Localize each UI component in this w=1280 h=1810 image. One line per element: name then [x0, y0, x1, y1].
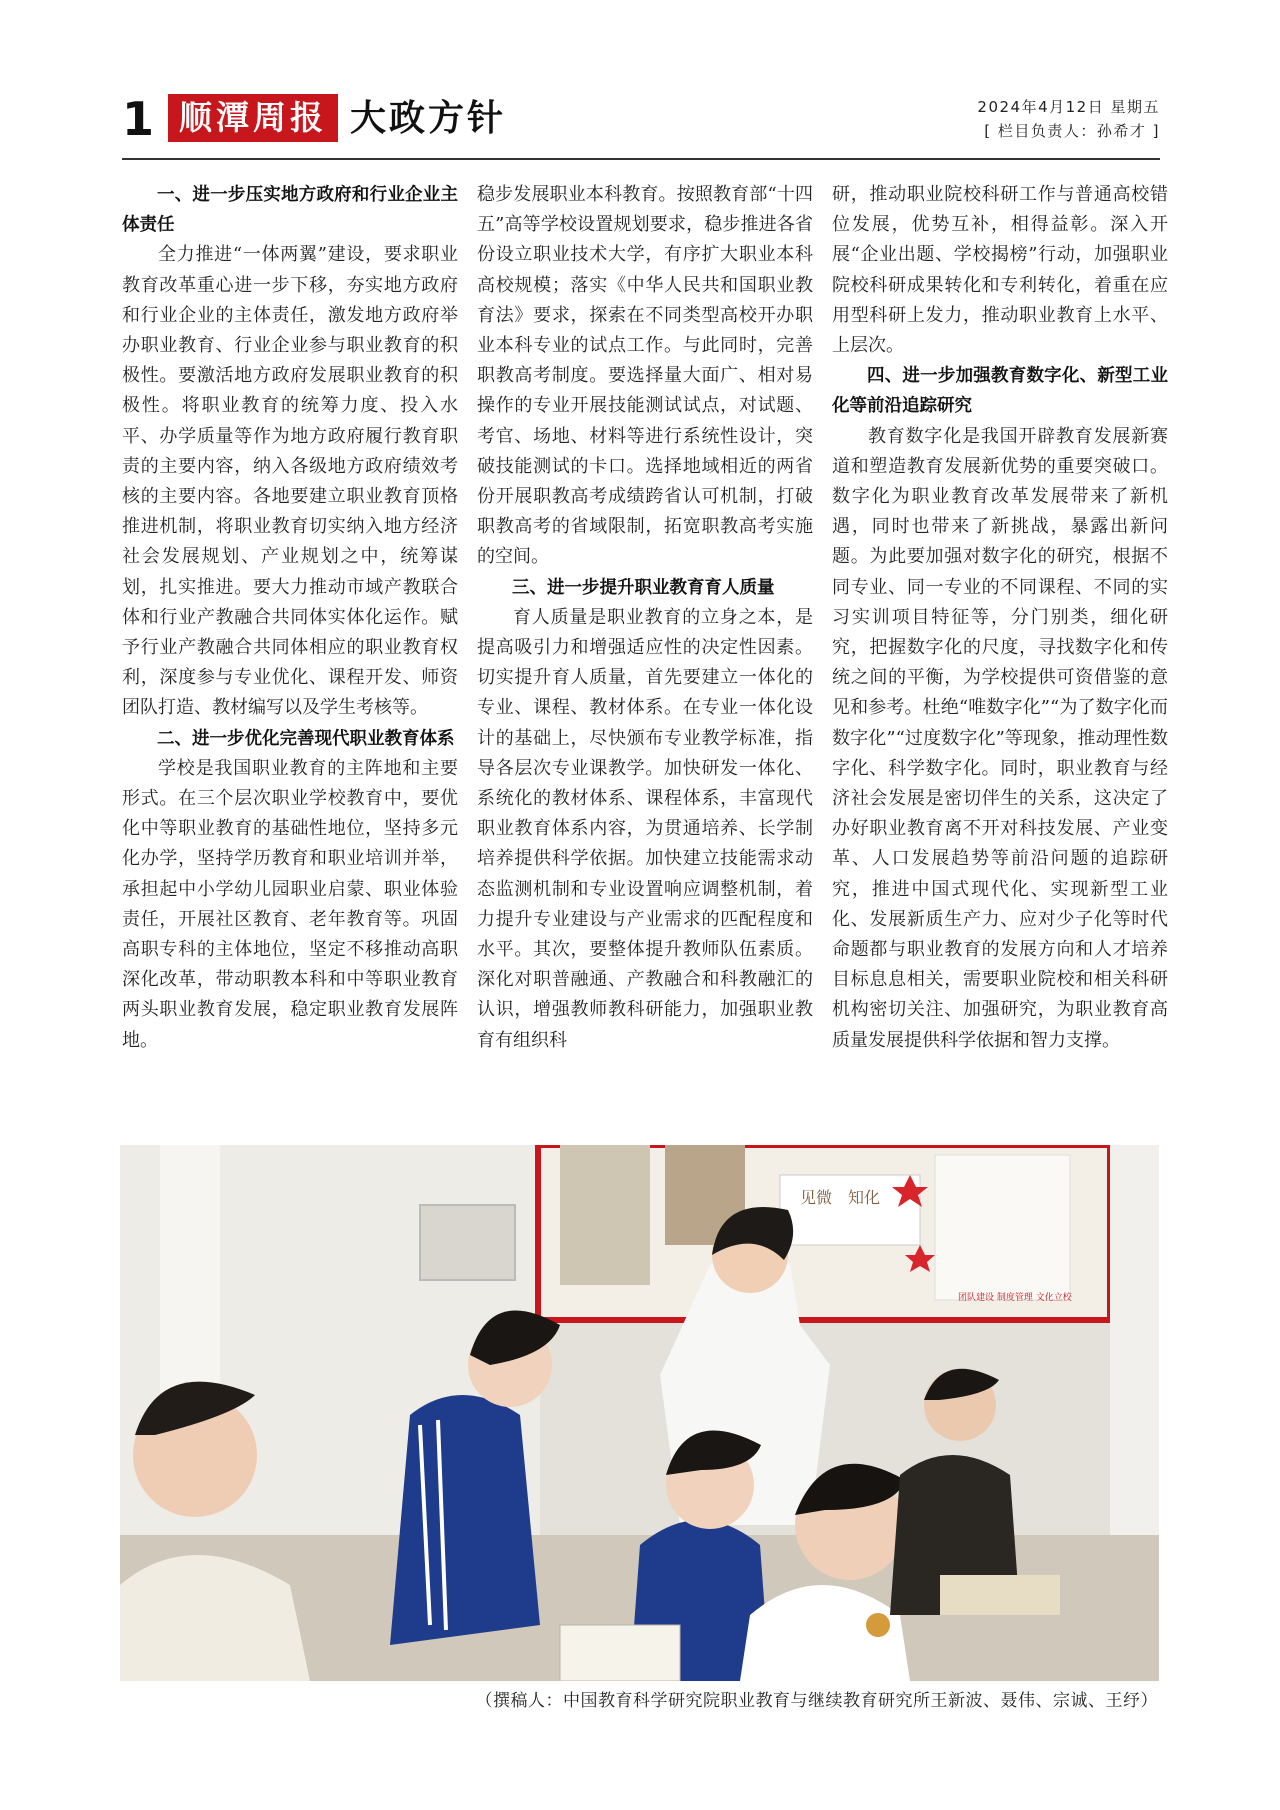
paragraph: 学校是我国职业教育的主阵地和主要形式。在三个层次职业学校教育中，要优化中等职业教育的基础性地位，坚持多元化办学，坚持学历教育和职业培训并举，承担起中小学幼儿园职业启蒙、职业体验责任，开展社区教育、老年教育等。巩固高职专科的主体地位，坚定不移推动高职深化改革，带动职教本科和中等职业教育两头职业教育发展，稳定职业教育发展阵地。: [122, 757, 458, 1051]
classroom-photo: [120, 1145, 1159, 1681]
page-number: 1: [122, 92, 155, 146]
newspaper-masthead: 顺潭周报: [168, 94, 338, 142]
issue-date: 2024年4月12日 星期五: [977, 98, 1160, 116]
section-heading-4: 四、进一步加强教育数字化、新型工业化等前沿追踪研究: [832, 366, 1168, 417]
board-slogan: 团队建设 制度管理 文化立校: [958, 1293, 1072, 1303]
author-credit: （撰稿人：中国教育科学研究院职业教育与继续教育研究所王新波、聂伟、宗诚、王纾）: [475, 1691, 1158, 1711]
column-editor: [ 栏目负责人：孙希才 ]: [984, 122, 1160, 140]
article-column-1: [122, 180, 458, 1056]
section-title: 大政方针: [350, 98, 507, 139]
section-heading-2: 二、进一步优化完善现代职业教育体系: [157, 728, 455, 749]
header-rule: [122, 158, 1160, 160]
section-heading-3: 三、进一步提升职业教育育人质量: [512, 577, 775, 598]
article-column-2: [477, 180, 813, 1056]
section-heading-1: 一、进一步压实地方政府和行业企业主体责任: [122, 185, 458, 236]
paragraph: 稳步发展职业本科教育。按照教育部“十四五”高等学校设置规划要求，稳步推进各省份设立职业技术大学，有序扩大职业本科高校规模；落实《中华人民共和国职业教育法》要求，探索在不同类型高校开办职业本科专业的试点工作。与此同时，完善职教高考制度。要选择量大面广、相对易操作的专业开展技能测试试点，对试题、考官、场地、材料等进行系统性设计，突破技能测试的卡口。选择地域相近的两省份开展职教高考成绩跨省认可机制，打破职教高考的省域限制，拓宽职教高考实施的空间。: [477, 184, 813, 568]
paragraph: 教育数字化是我国开辟教育发展新赛道和塑造教育发展新优势的重要突破口。数字化为职业教育改革发展带来了新机遇，同时也带来了新挑战，暴露出新问题。为此要加强对数字化的研究，根据不同专业、同一专业的不同课程、不同的实习实训项目特征等，分门别类，细化研究，把握数字化的尺度，寻找数字化和传统之间的平衡，为学校提供可资借鉴的意见和参考。杜绝“唯数字化”“为了数字化而数字化”“过度数字化”等现象，推动理性数字化、科学数字化。同时，职业教育与经济社会发展是密切伴生的关系，这决定了办好职业教育离不开对科技发展、产业变革、人口发展趋势等前沿问题的追踪研究，推进中国式现代化、实现新型工业化、发展新质生产力、应对少子化等时代命题都与职业教育的发展方向和人才培养目标息息相关，需要职业院校和相关科研机构密切关注、加强研究，为职业教育高质量发展提供科学依据和智力支撑。: [832, 425, 1168, 1051]
paragraph: 研，推动职业院校科研工作与普通高校错位发展，优势互补，相得益彰。深入开展“企业出题、学校揭榜”行动，加强职业院校科研成果转化和专利转化，着重在应用型科研上发力，推动职业教育上水平、上层次。: [832, 184, 1168, 357]
paragraph: 全力推进“一体两翼”建设，要求职业教育改革重心进一步下移，夯实地方政府和行业企业的主体责任，激发地方政府举办职业教育、行业企业参与职业教育的积极性。要激活地方政府发展职业教育的积极性。将职业教育的统筹力度、投入水平、办学质量等作为地方政府履行教育职责的主要内容，纳入各级地方政府绩效考核的主要内容。各地要建立职业教育顶格推进机制，将职业教育切实纳入地方经济社会发展规划、产业规划之中，统筹谋划，扎实推进。要大力推动市域产教联合体和行业产教融合共同体实体化运作。赋予行业产教融合共同体相应的职业教育权利，深度参与专业优化、课程开发、师资团队打造、教材编写以及学生考核等。: [122, 244, 458, 719]
article-column-3: [832, 180, 1168, 1056]
poster-text-2: 知化: [848, 1188, 881, 1207]
paragraph: 育人质量是职业教育的立身之本，是提高吸引力和增强适应性的决定性因素。切实提升育人质量，首先要建立一体化的专业、课程、教材体系。在专业一体化设计的基础上，尽快颁布专业教学标准，指导各层次专业课教学。加快研发一体化、系统化的教材体系、课程体系，丰富现代职业教育体系内容，为贯通培养、长学制培养提供科学依据。加快建立技能需求动态监测机制和专业设置响应调整机制，着力提升专业建设与产业需求的匹配程度和水平。其次，要整体提升教师队伍素质。深化对职普融通、产教融合和科教融汇的认识，增强教师教科研能力，加强职业教育有组织科: [477, 606, 813, 1051]
classroom-photo-illustration: [120, 1145, 1159, 1681]
page-header: [122, 90, 1160, 152]
poster-text: 见微: [800, 1188, 833, 1207]
